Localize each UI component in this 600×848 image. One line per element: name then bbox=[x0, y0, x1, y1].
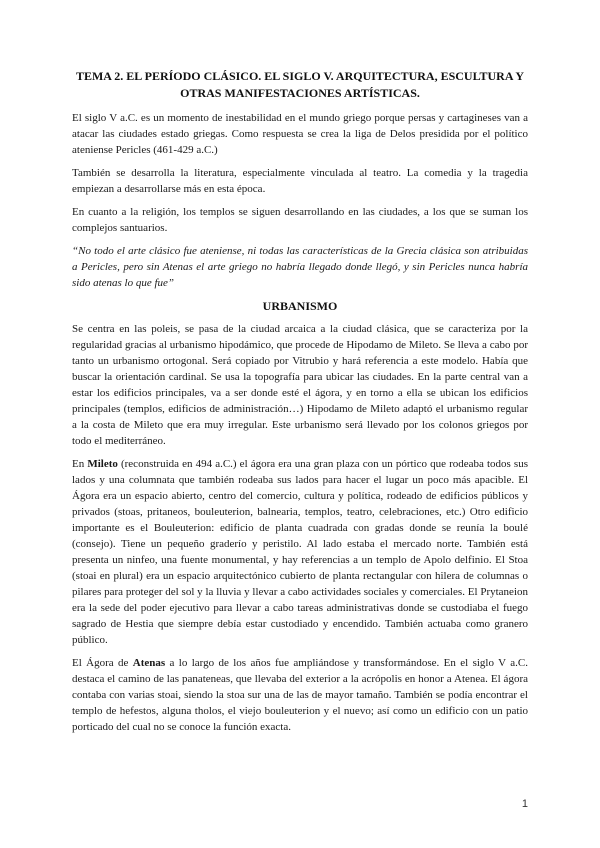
quote-paragraph: “No todo el arte clásico fue ateniense, ni todas las características de la Grecia clásica son atribuidas a Pericles, pero sin Atenas el arte griego no habría llegado donde llegó, y sin Pericles nunca habría sido atenas lo que fue” bbox=[72, 245, 528, 289]
atenas-text: a lo largo de los años fue ampliándose y transformándose. En el siglo V a.C. destaca el camino de las panateneas, que llevaba del exterior a la acrópolis en honor a Atenea. El ágora contaba con varias stoai, siendo la stoa sur una de las de mayor tamaño. También se podía encontrar el templo de hefestos, alguna tholos, el viejo bouleuterion y el nuevo; así como un edificio con un patio porticado del cual no se conoce la función exacta. bbox=[72, 657, 528, 733]
section-heading-urbanismo: URBANISMO bbox=[262, 299, 338, 313]
intro-paragraph-3: En cuanto a la religión, los templos se siguen desarrollando en las ciudades, a los que se suman los complejos santuarios. bbox=[72, 206, 528, 234]
document-title: TEMA 2. EL PERÍODO CLÁSICO. EL SIGLO V. ARQUITECTURA, ESCULTURA Y OTRAS MANIFESTACIONES ARTÍSTICAS. bbox=[75, 69, 525, 100]
intro-paragraph-2: También se desarrolla la literatura, especialmente vinculada al teatro. La comedia y la tragedia empiezan a desarrollarse más en esta época. bbox=[72, 167, 528, 195]
intro-paragraph-1: El siglo V a.C. es un momento de inestabilidad en el mundo griego porque persas y cartagineses van a atacar las ciudades estado griegas. Como respuesta se crea la liga de Delos presidida por el político ateniense Pericles (461-429 a.C.) bbox=[72, 112, 528, 156]
page-number: 1 bbox=[521, 798, 528, 810]
atenas-bold: Atenas bbox=[132, 657, 166, 669]
urbanismo-paragraph: Se centra en las poleis, se pasa de la ciudad arcaica a la ciudad clásica, que se caracteriza por la regularidad gracias al urbanismo hipodámico, que procede de Hipodamo de Mileto. Se lleva a cabo por tanto un urbanismo ortogonal. Será copiado por Vitrubio y hará referencia a este modelo. Había que buscar la orientación cardinal. Se usa la topografía para ubicar las ciudades. En la parte central van a estar los edificios principales, va a ser donde esté el ágora, y en torno a ella se ubican los edificios principales (templos, edificios de administración…) Hipodamo de Mileto adaptó el urbanismo regular a la costa de Mileto que era muy irregular. Este urbanismo será llevado por los colonos griegos por todo el mediterráneo. bbox=[72, 323, 528, 447]
mileto-prefix: En bbox=[72, 458, 88, 470]
mileto-bold: Mileto bbox=[87, 458, 118, 470]
document-page bbox=[72, 68, 528, 742]
mileto-paragraph bbox=[72, 456, 528, 648]
atenas-prefix: El Ágora de bbox=[72, 657, 133, 669]
mileto-text: (reconstruida en 494 a.C.) el ágora era una gran plaza con un pórtico que rodeaba todos sus lados y una columnata que también rodeaba sus lados para hacer el lugar un poco más apacible. El Ágora era un espacio abierto, centro del comercio, cultura y política, rodeado de edificios públicos y privados (stoas, pritaneos, bouleuterion, balnearia, templos, teatro, celebraciones, etc.) Otro edificio importante es el Bouleuterion: edificio de planta cuadrada con gradas donde se reunía la boulé (consejo). Tiene un pequeño graderío y peristilo. Al lado estaba el mercado norte. También está presenta un ninfeo, una fuente monumental, y hay referencias a un templo de Apolo delfinio. El Stoa (stoai en plural) era un espacio arquitectónico cubierto de planta rectangular con hilera de columnas o pilares para proteger del sol y la lluvia y llevar a cabo actividades sociales y comerciales. El Prytaneion era la sede del poder ejecutivo para llevar a cabo tareas administrativas donde se custodiaba el fuego sagrado de Hestia que siempre debía estar custodiado y encendido. También actuaba como granero público. bbox=[72, 458, 528, 646]
atenas-paragraph bbox=[72, 655, 528, 735]
